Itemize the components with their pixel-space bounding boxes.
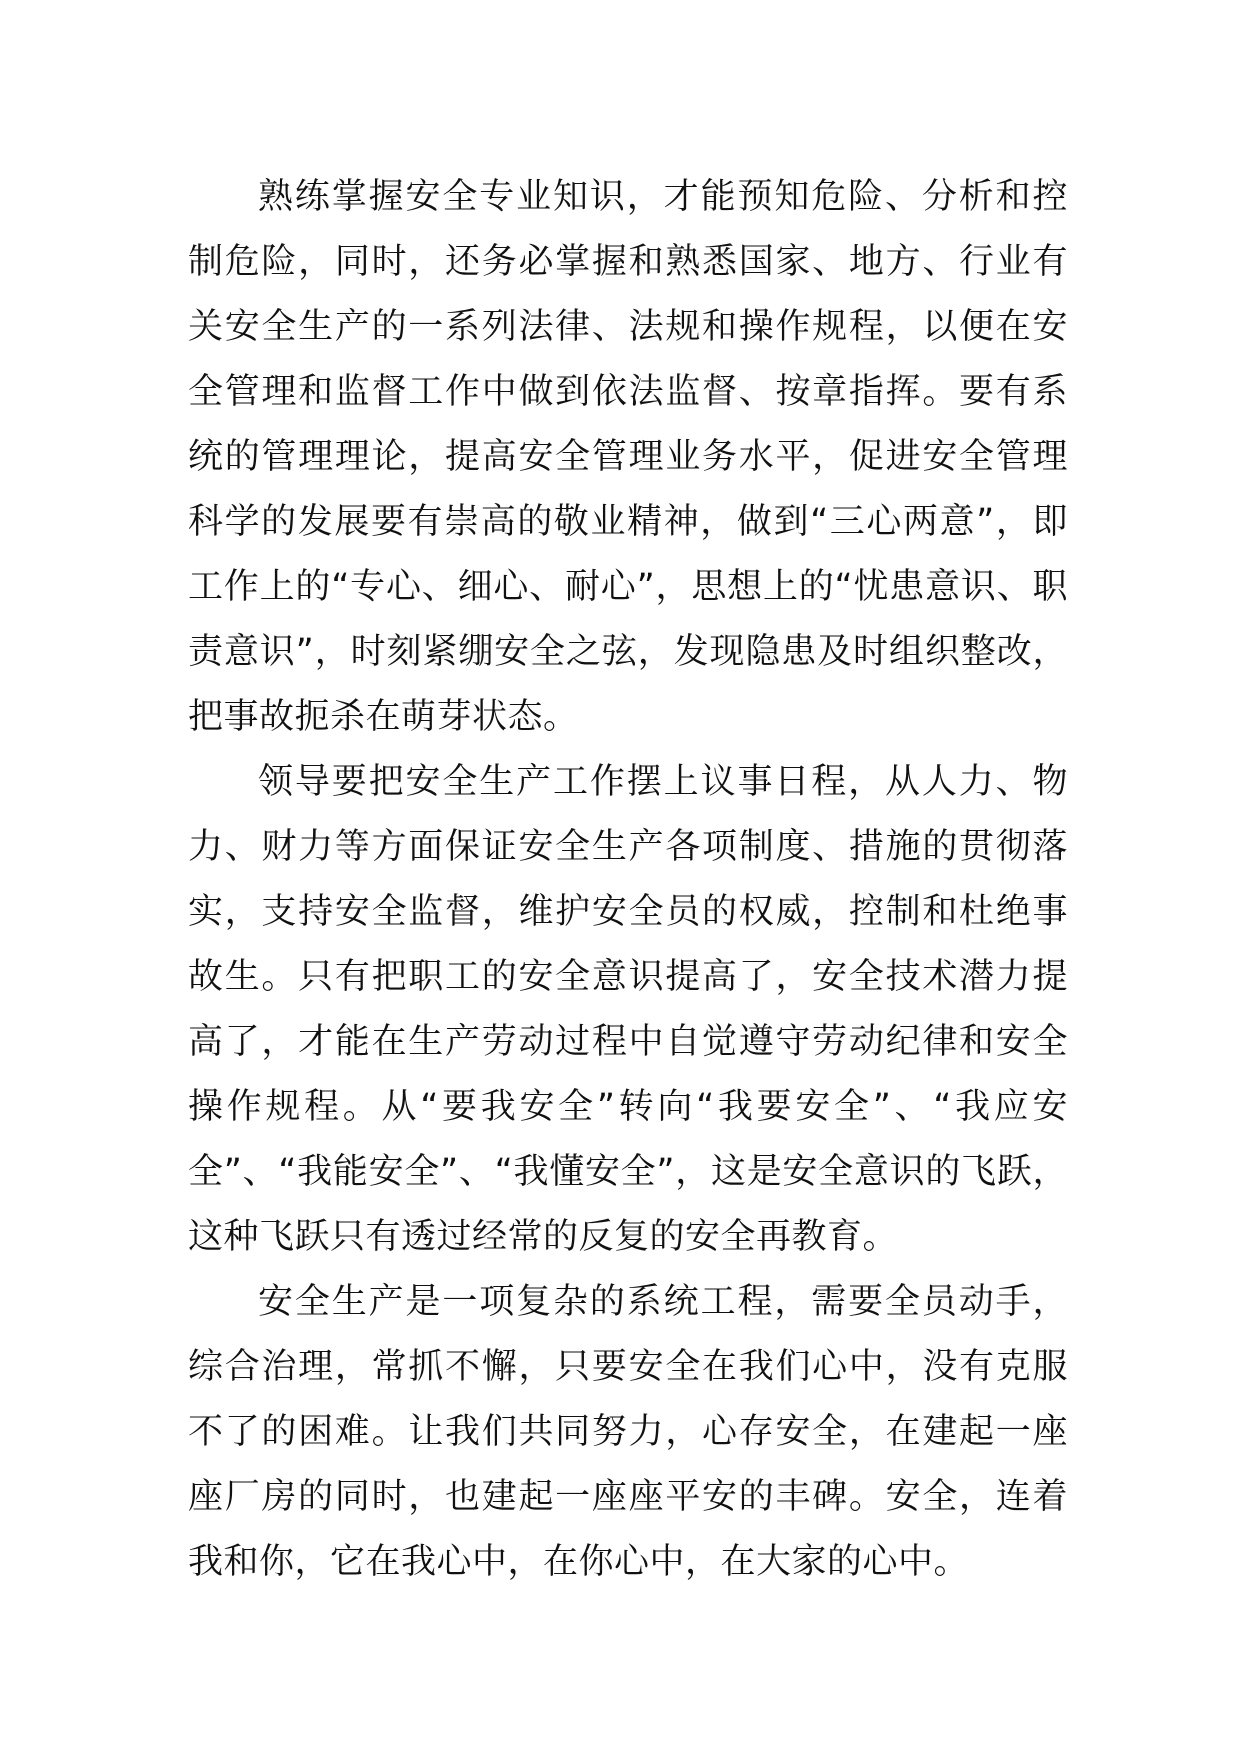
paragraph-3: 安全生产是一项复杂的系统工程，需要全员动手，综合治理，常抓不懈，只要安全在我们心中，没有克服不了的困难。让我们共同努力，心存安全，在建起一座座厂房的同时，也建起一座座平安的丰碑。安全，连着我和你，它在我心中，在你心中，在大家的心中。: [188, 1282, 1068, 1582]
body-text: [188, 165, 1068, 1595]
paragraph-2: 领导要把安全生产工作摆上议事日程，从人力、物力、财力等方面保证安全生产各项制度、措施的贯彻落实，支持安全监督，维护安全员的权威，控制和杜绝事故生。只有把职工的安全意识提高了，安全技术潜力提高了，才能在生产劳动过程中自觉遵守劳动纪律和安全操作规程。从“要我安全”转向“我要安全”、“我应安全”、“我能安全”、“我懂安全”，这是安全意识的飞跃，这种飞跃只有透过经常的反复的安全再教育。: [188, 762, 1068, 1257]
paragraph-1: 熟练掌握安全专业知识，才能预知危险、分析和控制危险，同时，还务必掌握和熟悉国家、地方、行业有关安全生产的一系列法律、法规和操作规程，以便在安全管理和监督工作中做到依法监督、按章指挥。要有系统的管理理论，提高安全管理业务水平，促进安全管理科学的发展要有崇高的敬业精神，做到“三心两意”，即工作上的“专心、细心、耐心”，思想上的“忧患意识、职责意识”，时刻紧绷安全之弦，发现隐患及时组织整改，把事故扼杀在萌芽状态。: [188, 177, 1068, 737]
